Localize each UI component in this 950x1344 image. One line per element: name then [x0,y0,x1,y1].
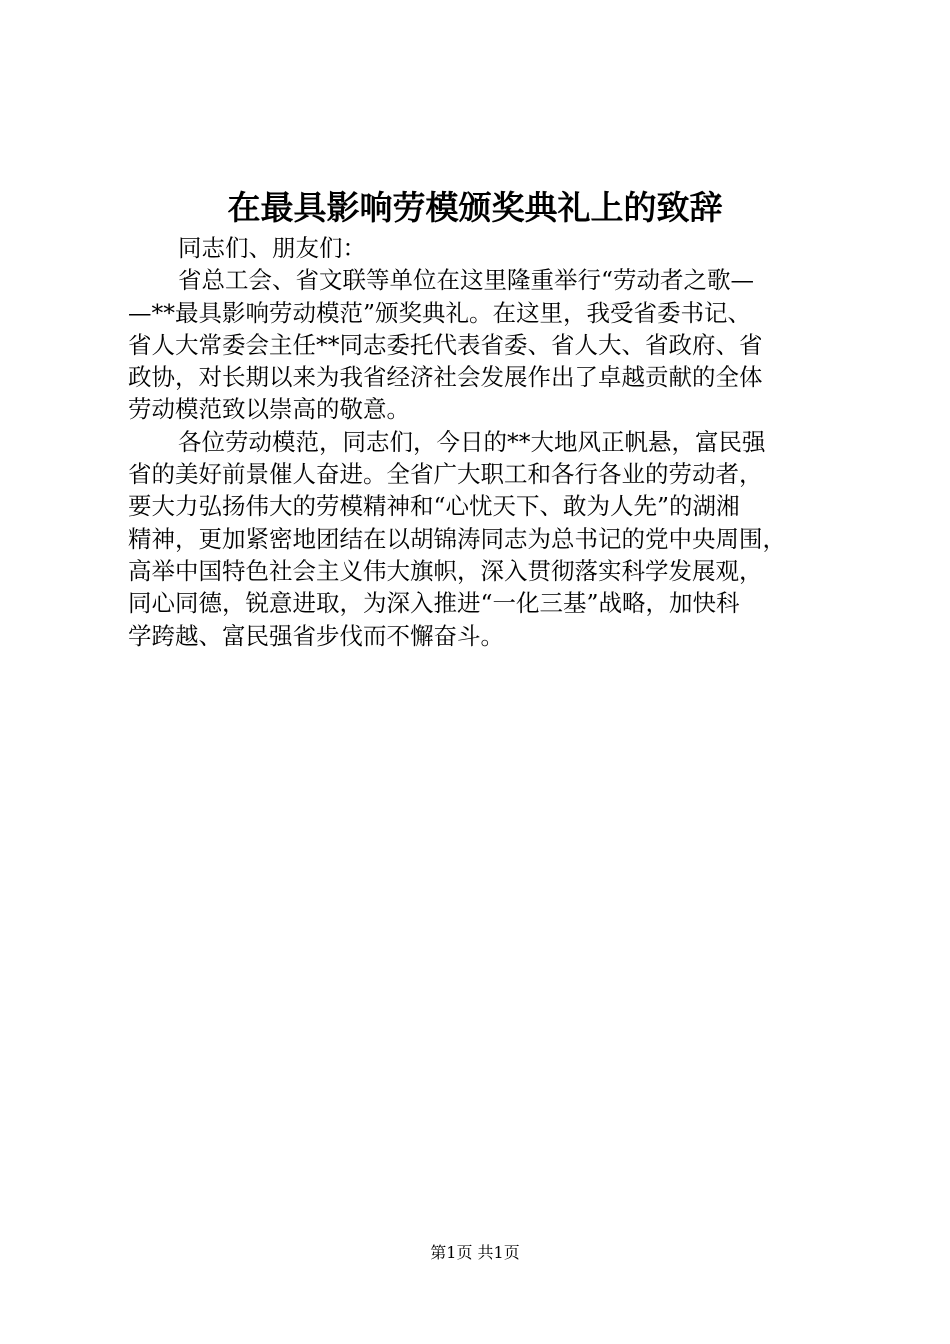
paragraph-2-line: 高举中国特色社会主义伟大旗帜，深入贯彻落实科学发展观， [128,556,763,585]
paragraph-2-line: 学跨越、富民强省步伐而不懈奋斗。 [128,621,504,650]
paragraph-1-line: —**最具影响劳动模范”颁奖典礼。在这里，我受省委书记、 [128,298,752,327]
salutation: 同志们、朋友们： [178,234,366,262]
paragraph-2-line: 各位劳动模范，同志们，今日的**大地风正帆悬，富民强 [178,427,766,456]
paragraph-1-line: 劳动模范致以崇高的敬意。 [128,395,410,424]
paragraph-2 [128,426,832,652]
page-number-footer: 第1页 共1页 [430,1243,520,1262]
paragraph-1-line: 省人大常委会主任**同志委托代表省委、省人大、省政府、省 [128,330,763,359]
paragraph-2-line: 省的美好前景催人奋进。全省广大职工和各行各业的劳动者， [128,460,763,489]
paragraph-2-line: 同心同德，锐意进取，为深入推进“一化三基”战略，加快科 [128,589,740,618]
paragraph-1 [128,264,832,425]
paragraph-2-line: 精神，更加紧密地团结在以胡锦涛同志为总书记的党中央周围， [128,524,786,553]
paragraph-1-line: 政协，对长期以来为我省经济社会发展作出了卓越贡献的全体 [128,363,763,392]
paragraph-1-line: 省总工会、省文联等单位在这里隆重举行“劳动者之歌— [178,266,755,295]
document-body [128,232,832,652]
document-title: 在最具影响劳模颁奖典礼上的致辞 [227,188,723,227]
paragraph-2-line: 要大力弘扬伟大的劳模精神和“心忧天下、敢为人先”的湖湘 [128,492,740,521]
